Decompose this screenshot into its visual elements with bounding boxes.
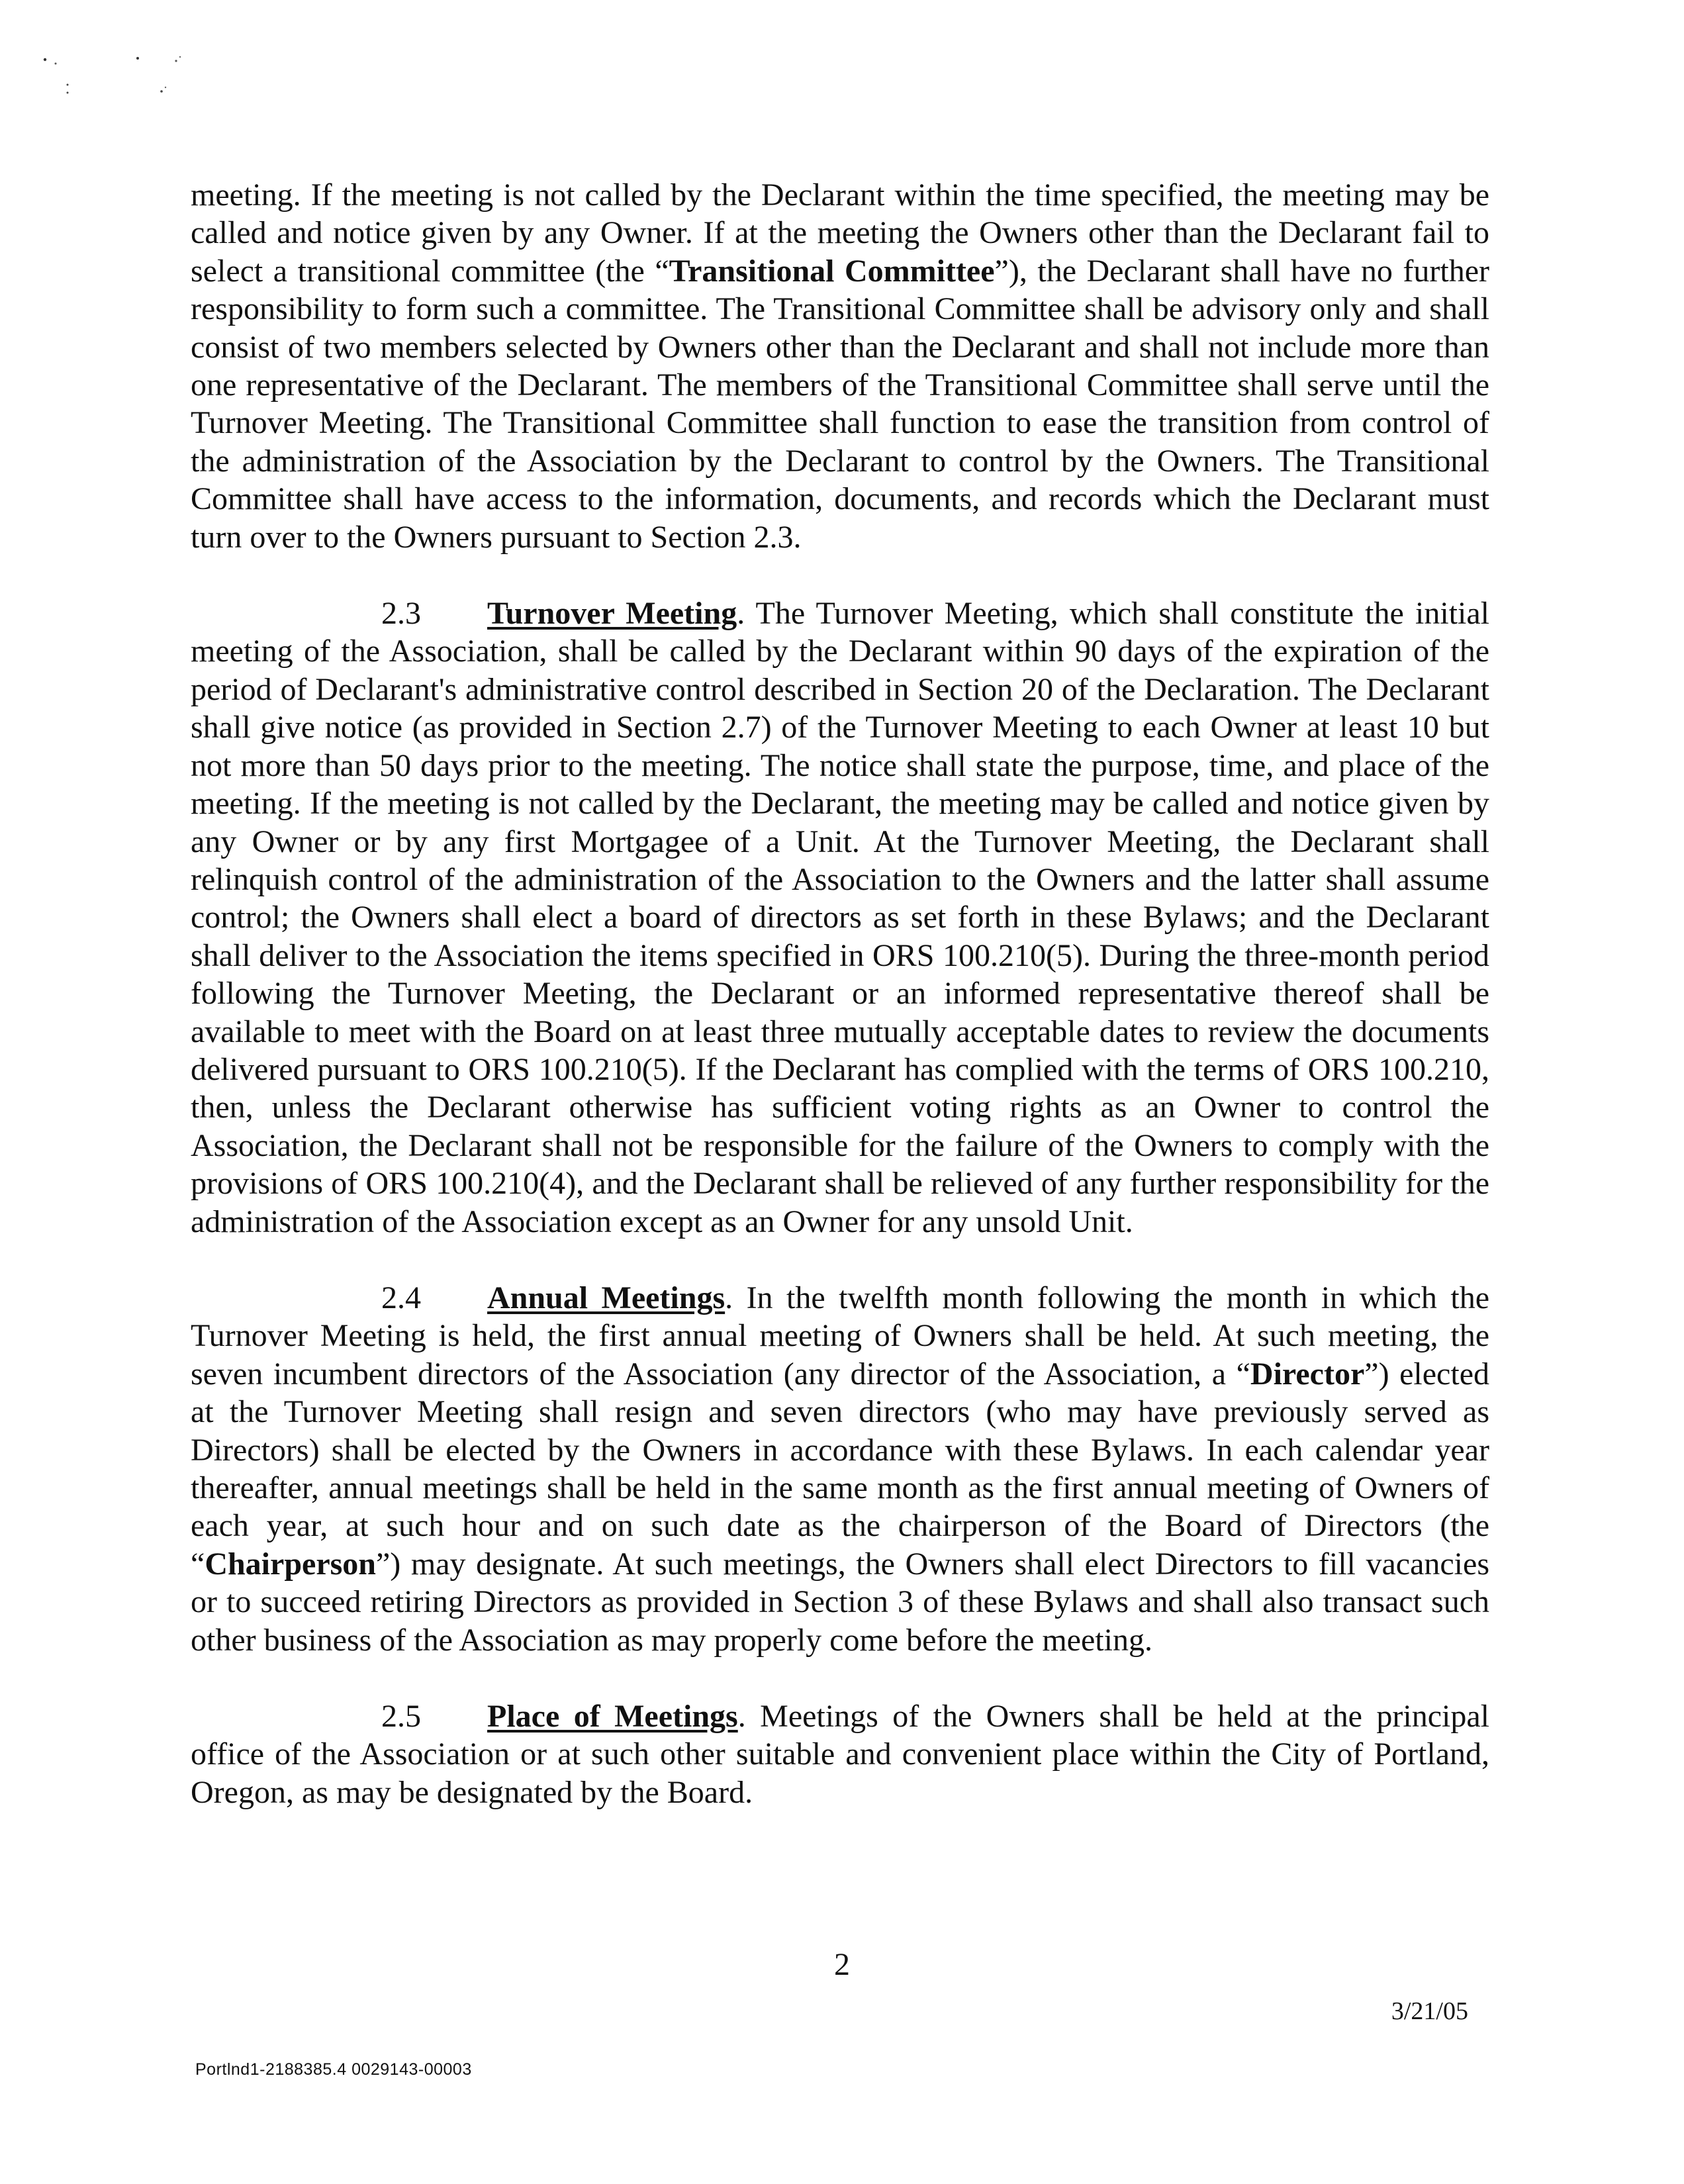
page-number: 2 bbox=[834, 1947, 850, 1982]
date-stamp: 3/21/05 bbox=[1391, 1997, 1468, 2025]
section-number: 2.5 bbox=[381, 1699, 421, 1734]
section-heading: Place of Meetings bbox=[487, 1699, 738, 1734]
section-2-3 bbox=[191, 594, 1489, 1241]
section-2-4: 2.4 Annual Meetings. In the twelfth month following the month in which the Turnover Meeting is held, the first annual meeting of Owners shall be held. At such meeting, the seven incumbent directors of the Association (any director of the Association, a “Director”) elected at the Turnover Meeting shall resign and seven directors (who may have previously served as Directors) shall be elected by the Owners in accordance with these Bylaws. In each calendar year thereafter, annual meetings shall be held in the same month as the first annual meeting of Owners of each year, at such hour and on such date as the chairperson of the Board of Directors (the “Chairperson”) may designate. At such meetings, the Owners shall elect Directors to fill vacancies or to succeed retiring Directors as provided in Section 3 of these Bylaws and shall also transact such other business of the Association as may properly come before the meeting. bbox=[191, 1280, 1490, 1658]
section-number: 2.3 bbox=[381, 596, 421, 632]
section-2-5 bbox=[191, 1697, 1489, 1811]
section-text: . Meetings of the Owners shall be held at the principal office of the Association or at such other suitable and convenient place within the City of Portland, Oregon, as may be designated by the Board. bbox=[191, 1699, 1490, 1810]
section-heading: Annual Meetings bbox=[487, 1280, 725, 1315]
term-chairperson: Chairperson bbox=[205, 1546, 376, 1582]
body-text bbox=[191, 176, 1489, 1811]
section-number: 2.4 bbox=[381, 1280, 421, 1315]
term-director: Director bbox=[1250, 1356, 1365, 1392]
scan-specks bbox=[40, 53, 199, 113]
section-text: . The Turnover Meeting, which shall constitute the initial meeting of the Association, shall be called by the Declarant within 90 days of the expiration of the period of Declarant's administrative control described in Section 20 of the Declaration. The Declarant shall give notice (as provided in Section 2.7) of the Turnover Meeting to each Owner at least 10 but not more than 50 days prior to the meeting. The notice shall state the purpose, time, and place of the meeting. If the meeting is not called by the Declarant, the meeting may be called and notice given by any Owner or by any first Mortgagee of a Unit. At the Turnover Meeting, the Declarant shall relinquish control of the administration of the Association to the Owners and the latter shall assume control; the Owners shall elect a board of directors as set forth in these Bylaws; and the Declarant shall deliver to the Association the items specified in ORS 100.210(5). During the three-month period following the Turnover Meeting, the Declarant or an informed representative thereof shall be available to meet with the Board on at least three mutually acceptable dates to review the documents delivered pursuant to ORS 100.210(5). If the Declarant has complied with the terms of ORS 100.210, then, unless the Declarant otherwise has sufficient voting rights as an Owner to control the Association, the Declarant shall not be responsible for the failure of the Owners to comply with the provisions of ORS 100.210(4), and the Declarant shall be relieved of any further responsibility for the administration of the Association except as an Owner for any unsold Unit. bbox=[191, 596, 1489, 1239]
term-transitional-committee: Transitional Committee bbox=[669, 253, 995, 289]
section-heading: Turnover Meeting bbox=[487, 596, 737, 632]
document-id: Portlnd1-2188385.4 0029143-00003 bbox=[195, 2060, 472, 2079]
paragraph-transitional-committee: meeting. If the meeting is not called by the Declarant within the time specified, the meeting may be called and notice given by any Owner. If at the meeting the Owners other than the Declarant fail to select a transitional committee (the “Transitional Committee”), the Declarant shall have no further responsibility to form such a committee. The Transitional Committee shall be advisory only and shall consist of two members selected by Owners other than the Declarant and shall not include more than one representative of the Declarant. The members of the Transitional Committee shall serve until the Turnover Meeting. The Transitional Committee shall function to ease the transition from control of the administration of the Association by the Declarant to control by the Owners. The Transitional Committee shall have access to the information, documents, and records which the Declarant must turn over to the Owners pursuant to Section 2.3. bbox=[191, 177, 1489, 555]
